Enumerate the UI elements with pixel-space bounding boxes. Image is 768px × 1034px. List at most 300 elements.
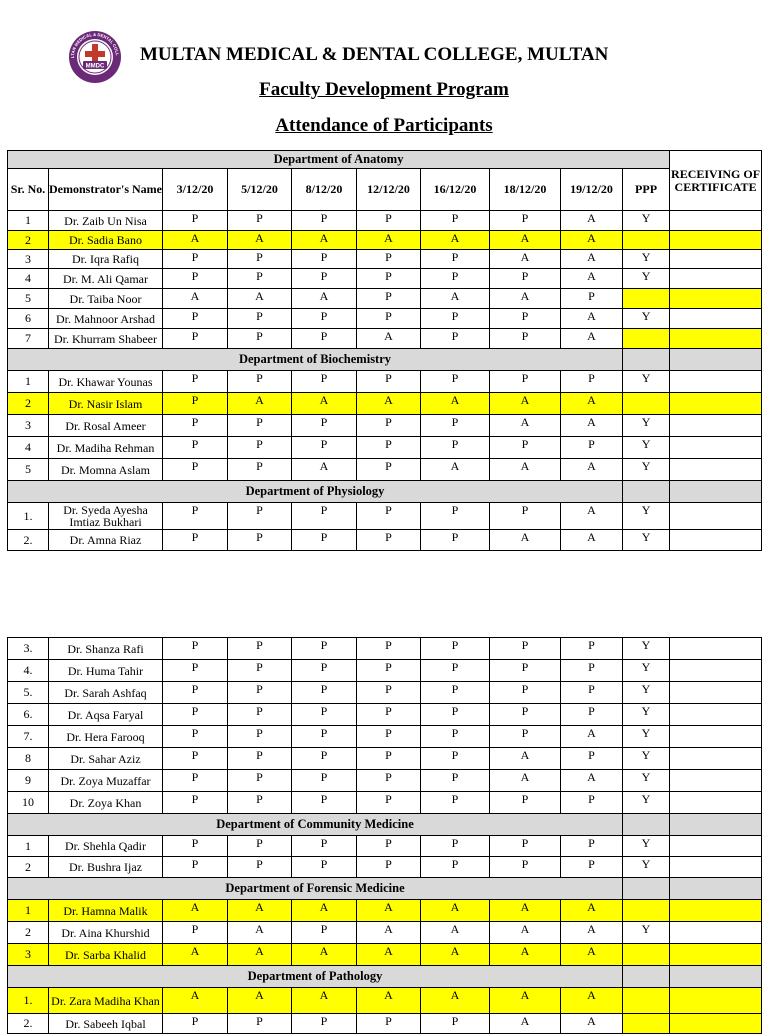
attendance-mark: P [561, 792, 623, 814]
attendance-mark: A [357, 944, 421, 966]
participant-row [8, 393, 762, 415]
attendance-mark: A [490, 922, 561, 944]
attendance-mark: A [357, 393, 421, 415]
ppp-cell: Y [623, 530, 670, 551]
certificate-cell [670, 836, 762, 857]
attendance-mark: A [163, 231, 228, 250]
certificate-cell [670, 792, 762, 814]
attendance-mark: A [421, 944, 490, 966]
attendance-mark: P [163, 726, 228, 748]
sr-no-cell: 1 [8, 836, 49, 857]
participant-row [8, 857, 762, 878]
certificate-cell [670, 329, 762, 349]
attendance-mark: P [228, 269, 292, 289]
attendance-mark: A [228, 988, 292, 1014]
participant-name: Dr. Bushra Ijaz [49, 857, 163, 878]
attendance-mark: P [561, 660, 623, 682]
attendance-mark: P [228, 726, 292, 748]
attendance-mark: P [421, 748, 490, 770]
attendance-mark: P [421, 726, 490, 748]
attendance-mark: P [292, 682, 357, 704]
ppp-cell [623, 329, 670, 349]
attendance-mark: A [561, 231, 623, 250]
attendance-mark: P [490, 836, 561, 857]
participant-row [8, 309, 762, 329]
attendance-mark: P [163, 857, 228, 878]
attendance-mark: A [228, 231, 292, 250]
name-header: Demonstrator's Name [49, 169, 163, 211]
ppp-cell: Y [623, 459, 670, 481]
sr-no-cell: 2. [8, 530, 49, 551]
ppp-cell: Y [623, 682, 670, 704]
attendance-mark: P [228, 530, 292, 551]
sr-no-cell: 9 [8, 770, 49, 792]
attendance-mark: P [421, 250, 490, 269]
attendance-mark: P [357, 309, 421, 329]
participant-name: Dr. Iqra Rafiq [49, 250, 163, 269]
participant-row [8, 250, 762, 269]
participant-name: Dr. Zoya Khan [49, 792, 163, 814]
attendance-mark: P [490, 329, 561, 349]
attendance-mark: P [292, 836, 357, 857]
date-header: 5/12/20 [228, 169, 292, 211]
svg-text:MULTAN MEDICAL & DENTAL COLLEG: LTAN MEDICAL & DENTAL COLL [69, 31, 120, 59]
certificate-cell [670, 726, 762, 748]
participant-row [8, 231, 762, 250]
attendance-mark: P [292, 250, 357, 269]
department-name: Department of Anatomy [8, 151, 670, 169]
attendance-mark: P [228, 660, 292, 682]
attendance-mark: P [292, 503, 357, 530]
participant-name: Dr. Sahar Aziz [49, 748, 163, 770]
attendance-mark: A [561, 250, 623, 269]
certificate-cell [670, 393, 762, 415]
attendance-mark: P [421, 371, 490, 393]
certificate-cell [670, 988, 762, 1014]
certificate-cell [670, 481, 762, 503]
participant-name: Dr. Sarah Ashfaq [49, 682, 163, 704]
date-header: 18/12/20 [490, 169, 561, 211]
ppp-cell [623, 814, 670, 836]
sr-no-cell: 1 [8, 900, 49, 922]
attendance-mark: A [163, 988, 228, 1014]
participant-name: Dr. Taiba Noor [49, 289, 163, 309]
participant-row [8, 660, 762, 682]
ppp-cell: Y [623, 211, 670, 231]
participant-row [8, 748, 762, 770]
attendance-mark: A [421, 289, 490, 309]
attendance-mark: P [163, 660, 228, 682]
attendance-mark: A [490, 530, 561, 551]
ppp-cell [623, 900, 670, 922]
ppp-cell: Y [623, 748, 670, 770]
attendance-mark: P [357, 415, 421, 437]
attendance-mark: P [292, 704, 357, 726]
certificate-cell [670, 966, 762, 988]
participant-row [8, 638, 762, 660]
college-title: MULTAN MEDICAL & DENTAL COLLEGE, MULTAN [140, 44, 609, 65]
attendance-mark: A [357, 900, 421, 922]
attendance-mark: P [421, 704, 490, 726]
attendance-mark: P [421, 309, 490, 329]
attendance-mark: P [490, 857, 561, 878]
certificate-cell [670, 530, 762, 551]
sr-no-cell: 1. [8, 503, 49, 530]
ppp-cell: Y [623, 437, 670, 459]
attendance-mark: P [490, 503, 561, 530]
attendance-mark: P [292, 792, 357, 814]
attendance-mark: P [228, 748, 292, 770]
date-header: 8/12/20 [292, 169, 357, 211]
participant-row [8, 900, 762, 922]
attendance-mark: P [357, 459, 421, 481]
sr-no-cell: 3 [8, 415, 49, 437]
certificate-cell [670, 231, 762, 250]
participant-name: Dr. Nasir Islam [49, 393, 163, 415]
attendance-mark: P [357, 704, 421, 726]
sr-no-cell: 5. [8, 682, 49, 704]
participant-row [8, 329, 762, 349]
ppp-cell: Y [623, 638, 670, 660]
date-header: 19/12/20 [561, 169, 623, 211]
department-header [8, 878, 762, 900]
attendance-mark: P [163, 638, 228, 660]
sr-no-cell: 3 [8, 944, 49, 966]
attendance-mark: P [228, 329, 292, 349]
ppp-cell: Y [623, 857, 670, 878]
sr-no-cell: 3 [8, 250, 49, 269]
department-name: Department of Community Medicine [8, 814, 623, 836]
participant-row [8, 530, 762, 551]
attendance-mark: A [228, 289, 292, 309]
attendance-mark: P [561, 704, 623, 726]
sr-no-cell: 1 [8, 211, 49, 231]
attendance-mark: P [228, 437, 292, 459]
participant-row [8, 269, 762, 289]
department-name: Department of Biochemistry [8, 349, 623, 371]
attendance-mark: A [421, 922, 490, 944]
attendance-mark: A [421, 393, 490, 415]
sr-no-cell: 2 [8, 393, 49, 415]
participant-name: Dr. Shanza Rafi [49, 638, 163, 660]
participant-row [8, 726, 762, 748]
attendance-mark: P [228, 309, 292, 329]
attendance-mark: P [292, 309, 357, 329]
certificate-cell [670, 878, 762, 900]
certificate-cell [670, 211, 762, 231]
participant-name: Dr. Zoya Muzaffar [49, 770, 163, 792]
participant-name: Dr. Sadia Bano [49, 231, 163, 250]
attendance-mark: A [561, 269, 623, 289]
attendance-mark: P [228, 836, 292, 857]
attendance-mark: A [490, 289, 561, 309]
participant-row [8, 289, 762, 309]
attendance-mark: P [163, 1014, 228, 1034]
attendance-mark: P [490, 638, 561, 660]
attendance-mark: P [292, 437, 357, 459]
certificate-cell [670, 503, 762, 530]
program-title: Faculty Development Program [259, 79, 509, 100]
attendance-mark: P [292, 638, 357, 660]
attendance-mark: P [163, 437, 228, 459]
ppp-cell [623, 393, 670, 415]
participant-row [8, 988, 762, 1014]
attendance-mark: A [490, 459, 561, 481]
sr-no-cell: 3. [8, 638, 49, 660]
attendance-mark: P [163, 371, 228, 393]
attendance-mark: P [228, 792, 292, 814]
attendance-mark: P [421, 638, 490, 660]
attendance-mark: A [357, 231, 421, 250]
participant-name: Dr. Mahnoor Arshad [49, 309, 163, 329]
attendance-mark: P [421, 660, 490, 682]
attendance-mark: P [292, 660, 357, 682]
attendance-mark: A [357, 922, 421, 944]
attendance-mark: P [357, 638, 421, 660]
attendance-mark: A [561, 988, 623, 1014]
ppp-cell: Y [623, 371, 670, 393]
ppp-cell: Y [623, 704, 670, 726]
attendance-mark: P [561, 836, 623, 857]
attendance-mark: A [561, 415, 623, 437]
attendance-mark: P [292, 415, 357, 437]
department-header [8, 481, 762, 503]
sr-no-cell: 6 [8, 309, 49, 329]
certificate-cell [670, 748, 762, 770]
attendance-mark: P [561, 371, 623, 393]
sr-no-cell: 8 [8, 748, 49, 770]
participant-name: Dr. Madiha Rehman [49, 437, 163, 459]
attendance-mark: P [163, 329, 228, 349]
attendance-mark: P [292, 726, 357, 748]
department-name: Department of Forensic Medicine [8, 878, 623, 900]
attendance-mark: P [292, 748, 357, 770]
ppp-cell: Y [623, 770, 670, 792]
ppp-cell: Y [623, 922, 670, 944]
department-header [8, 349, 762, 371]
attendance-mark: P [292, 530, 357, 551]
attendance-mark: P [163, 503, 228, 530]
certificate-cell [670, 704, 762, 726]
attendance-mark: P [163, 704, 228, 726]
attendance-title: Attendance of Participants [275, 115, 493, 136]
certificate-cell [670, 857, 762, 878]
certificate-cell [670, 459, 762, 481]
attendance-mark: P [357, 530, 421, 551]
ppp-cell: Y [623, 792, 670, 814]
attendance-mark: A [561, 393, 623, 415]
attendance-mark: P [561, 682, 623, 704]
attendance-mark: P [228, 770, 292, 792]
certificate-cell [670, 415, 762, 437]
attendance-mark: P [357, 726, 421, 748]
participant-name: Dr. Amna Riaz [49, 530, 163, 551]
participant-name: Dr. Aina Khurshid [49, 922, 163, 944]
attendance-table-page-1 [7, 150, 762, 551]
attendance-mark: P [163, 530, 228, 551]
attendance-mark: A [561, 211, 623, 231]
certificate-cell [670, 682, 762, 704]
participant-row [8, 437, 762, 459]
attendance-mark: P [490, 371, 561, 393]
attendance-mark: P [292, 269, 357, 289]
attendance-mark: A [163, 289, 228, 309]
ppp-cell [623, 231, 670, 250]
participant-name: Dr. Hamna Malik [49, 900, 163, 922]
attendance-mark: P [421, 329, 490, 349]
participant-row [8, 944, 762, 966]
attendance-mark: A [561, 329, 623, 349]
attendance-mark: P [228, 1014, 292, 1034]
attendance-mark: P [561, 638, 623, 660]
ppp-cell: Y [623, 726, 670, 748]
attendance-mark: A [421, 231, 490, 250]
attendance-mark: A [490, 250, 561, 269]
certificate-cell [670, 660, 762, 682]
attendance-mark: P [421, 857, 490, 878]
ppp-cell [623, 481, 670, 503]
certificate-cell [670, 289, 762, 309]
participant-name: Dr. Sarba Khalid [49, 944, 163, 966]
attendance-mark: A [292, 459, 357, 481]
attendance-mark: A [561, 530, 623, 551]
attendance-mark: P [421, 530, 490, 551]
attendance-mark: A [561, 726, 623, 748]
attendance-mark: P [357, 503, 421, 530]
attendance-mark: A [292, 289, 357, 309]
attendance-mark: P [421, 770, 490, 792]
attendance-mark: P [421, 415, 490, 437]
ppp-cell: Y [623, 503, 670, 530]
attendance-mark: A [228, 393, 292, 415]
college-logo [68, 30, 122, 84]
certificate-cell [670, 349, 762, 371]
attendance-mark: P [163, 269, 228, 289]
attendance-mark: P [561, 289, 623, 309]
attendance-mark: P [561, 437, 623, 459]
sr-no-cell: 2. [8, 1014, 49, 1034]
certificate-cell [670, 638, 762, 660]
participant-row [8, 415, 762, 437]
attendance-mark: A [490, 1014, 561, 1034]
participant-name: Dr. Sabeeh Iqbal [49, 1014, 163, 1034]
attendance-mark: P [421, 269, 490, 289]
attendance-mark: P [357, 836, 421, 857]
attendance-mark: P [163, 770, 228, 792]
attendance-mark: A [490, 415, 561, 437]
certificate-cell [670, 437, 762, 459]
attendance-mark: A [421, 459, 490, 481]
attendance-mark: P [228, 682, 292, 704]
attendance-mark: P [561, 748, 623, 770]
attendance-mark: P [490, 726, 561, 748]
attendance-mark: P [421, 211, 490, 231]
attendance-mark: A [561, 944, 623, 966]
participant-row [8, 503, 762, 530]
attendance-mark: A [421, 988, 490, 1014]
receiving-certificate-header: RECEIVING OF CERTIFICATE [670, 151, 762, 211]
attendance-mark: A [292, 393, 357, 415]
column-header-row [8, 169, 762, 211]
attendance-mark: A [357, 329, 421, 349]
attendance-mark: P [490, 269, 561, 289]
ppp-cell: Y [623, 836, 670, 857]
certificate-cell [670, 814, 762, 836]
attendance-mark: P [163, 792, 228, 814]
certificate-cell [670, 309, 762, 329]
participant-row [8, 770, 762, 792]
sr-no-cell: 4. [8, 660, 49, 682]
sr-no-cell: 1. [8, 988, 49, 1014]
sr-no-cell: 7 [8, 329, 49, 349]
attendance-mark: P [357, 748, 421, 770]
attendance-mark: P [357, 211, 421, 231]
attendance-mark: A [292, 231, 357, 250]
participant-name: Dr. M. Ali Qamar [49, 269, 163, 289]
date-header: 16/12/20 [421, 169, 490, 211]
certificate-cell [670, 770, 762, 792]
sr-no-cell: 10 [8, 792, 49, 814]
certificate-cell [670, 250, 762, 269]
ppp-cell [623, 349, 670, 371]
attendance-mark: P [357, 770, 421, 792]
attendance-mark: P [163, 922, 228, 944]
sr-no-cell: 7. [8, 726, 49, 748]
ppp-cell [623, 289, 670, 309]
certificate-cell [670, 900, 762, 922]
attendance-mark: P [561, 857, 623, 878]
attendance-mark: P [421, 1014, 490, 1034]
ppp-cell: Y [623, 309, 670, 329]
participant-name: Dr. Hera Farooq [49, 726, 163, 748]
attendance-mark: P [163, 415, 228, 437]
participant-name: Dr. Aqsa Faryal [49, 704, 163, 726]
sr-no-cell: 4 [8, 269, 49, 289]
attendance-mark: P [228, 211, 292, 231]
attendance-mark: P [228, 415, 292, 437]
attendance-mark: P [357, 857, 421, 878]
attendance-mark: A [490, 988, 561, 1014]
attendance-mark: A [561, 770, 623, 792]
participant-row [8, 792, 762, 814]
attendance-mark: P [421, 682, 490, 704]
ppp-cell [623, 988, 670, 1014]
attendance-mark: A [490, 748, 561, 770]
attendance-mark: P [292, 922, 357, 944]
attendance-mark: P [228, 250, 292, 269]
department-header [8, 814, 762, 836]
department-header [8, 966, 762, 988]
attendance-mark: A [561, 503, 623, 530]
ppp-cell: Y [623, 269, 670, 289]
attendance-mark: A [561, 900, 623, 922]
ppp-cell [623, 944, 670, 966]
ppp-cell [623, 878, 670, 900]
participant-name: Dr. Momna Aslam [49, 459, 163, 481]
attendance-mark: A [228, 900, 292, 922]
participant-name: Dr. Zaib Un Nisa [49, 211, 163, 231]
attendance-mark: P [421, 503, 490, 530]
attendance-mark: P [228, 503, 292, 530]
participant-row [8, 459, 762, 481]
attendance-mark: P [292, 371, 357, 393]
attendance-mark: A [228, 944, 292, 966]
attendance-mark: A [561, 1014, 623, 1034]
sr-no-cell: 6. [8, 704, 49, 726]
attendance-mark: P [163, 459, 228, 481]
participant-row [8, 682, 762, 704]
sr-no-header: Sr. No. [8, 169, 49, 211]
